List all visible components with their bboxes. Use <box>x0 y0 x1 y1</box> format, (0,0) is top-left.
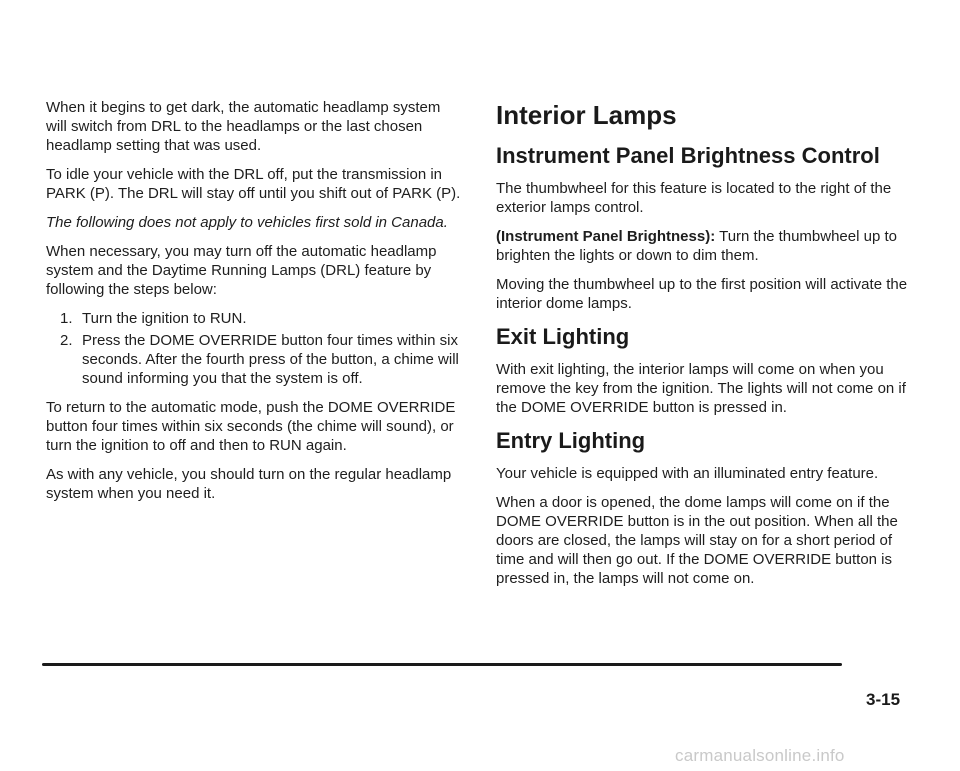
list-item <box>46 331 464 388</box>
paragraph-exit-lighting: With exit lighting, the interior lamps will come on when you remove the key from the ignition. The lights will not come on if the DOME OVERRIDE button is pressed in. <box>496 361 906 416</box>
heading-instrument-panel: Instrument Panel Brightness Control <box>496 143 880 168</box>
step-text: Turn the ignition to RUN. <box>82 310 247 327</box>
paragraph-regular-headlamp: As with any vehicle, you should turn on the regular headlamp system when you need it. <box>46 466 452 502</box>
heading-interior-lamps: Interior Lamps <box>496 100 677 130</box>
right-column <box>496 100 921 598</box>
paragraph-dome-activate: Moving the thumbwheel up to the first position will activate the interior dome lamps. <box>496 276 908 312</box>
brightness-lead: (Instrument Panel Brightness): <box>496 228 716 245</box>
paragraph-entry-feature: Your vehicle is equipped with an illuminated entry feature. <box>496 465 879 482</box>
left-column <box>46 98 464 513</box>
watermark-text: carmanualsonline.info <box>675 746 845 765</box>
heading-exit-lighting: Exit Lighting <box>496 324 630 349</box>
footer-rule <box>42 663 842 666</box>
paragraph-idle-drl: To idle your vehicle with the DRL off, put the transmission in PARK (P). The DRL will stay off until you shift out of PARK (P). <box>46 166 461 202</box>
paragraph-thumbwheel-location: The thumbwheel for this feature is located to the right of the exterior lamps control. <box>496 180 892 216</box>
brightness-text: Turn the thumbwheel up to brighten the lights or down to dim them. <box>496 228 897 264</box>
paragraph-brightness <box>496 227 921 265</box>
paragraph-turn-off-drl: When necessary, you may turn off the automatic headlamp system and the Daytime Running Lamps (DRL) feature by following the steps below: <box>46 243 437 298</box>
page-number: 3-15 <box>866 690 901 709</box>
paragraph-return-auto: To return to the automatic mode, push the DOME OVERRIDE button four times within six seconds (the chime will sound), or turn the ignition to off and then to RUN again. <box>46 399 456 454</box>
step-number: 1. <box>60 310 73 327</box>
step-number: 2. <box>60 332 73 349</box>
paragraph-entry-door: When a door is opened, the dome lamps will come on if the DOME OVERRIDE button is in the out position. When all the doors are closed, the lamps will stay on for a short period of time and will then go out. If the DOME OVERRIDE button is pressed in, the lamps will not come on. <box>496 494 898 587</box>
steps-list <box>46 309 464 388</box>
heading-entry-lighting: Entry Lighting <box>496 428 646 453</box>
list-item <box>46 309 464 328</box>
paragraph-canada-note: The following does not apply to vehicles first sold in Canada. <box>46 214 448 231</box>
paragraph-auto-headlamp: When it begins to get dark, the automatic headlamp system will switch from DRL to the headlamps or the last chosen headlamp setting that was used. <box>46 99 441 154</box>
step-text: Press the DOME OVERRIDE button four times within six seconds. After the fourth press of the button, a chime will sound informing you that the system is off. <box>82 332 459 387</box>
